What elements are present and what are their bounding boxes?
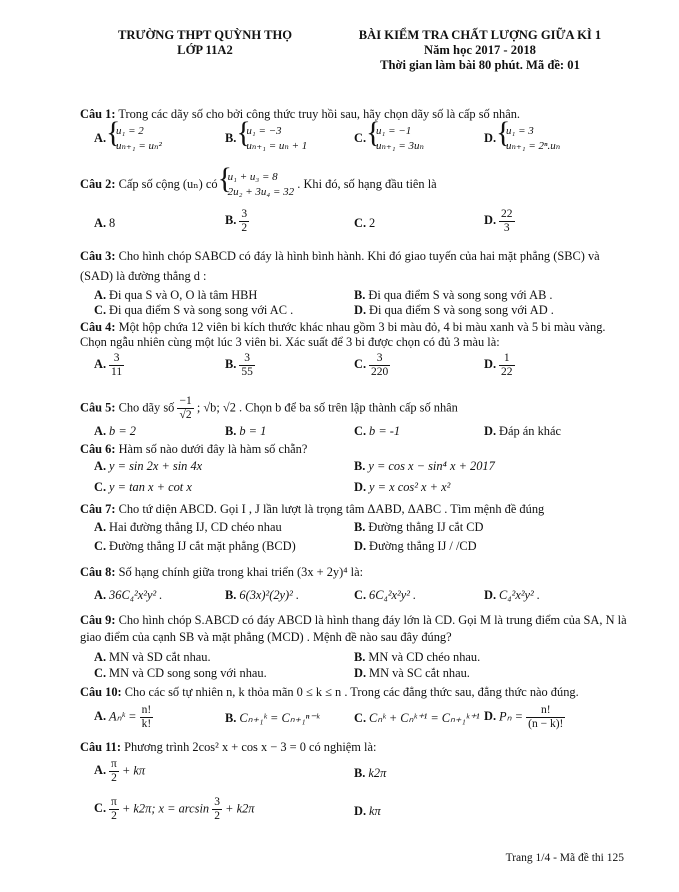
option-b[interactable]: B. Đường thẳng IJ cắt CD xyxy=(354,520,484,534)
option-c[interactable]: C. { u₁ = −1 uₙ₊₁ = 3uₙ xyxy=(354,124,424,154)
option-c[interactable]: C. Đi qua điểm S và song song với AC . xyxy=(94,303,294,317)
option-c[interactable]: C. 6C₄²x²y² . xyxy=(354,588,417,602)
question-4-options xyxy=(80,352,628,382)
option-b[interactable]: B. b = 1 xyxy=(225,424,267,438)
question-1: Câu 1: Trong các dãy số cho bởi công thức truy hồi sau, hãy chọn dãy số là cấp số nhân. xyxy=(80,107,520,121)
option-a[interactable]: A. b = 2 xyxy=(94,424,136,438)
class-name: LỚP 11A2 xyxy=(177,43,233,57)
exam-title: BÀI KIỂM TRA CHẤT LƯỢNG GIỮA KÌ 1 xyxy=(358,28,602,42)
header-left xyxy=(100,28,310,58)
option-b[interactable]: B. MN và CD chéo nhau. xyxy=(354,650,481,664)
option-b[interactable]: B. 6(3x)²(2y)² . xyxy=(225,588,300,602)
option-a[interactable]: A. Aₙᵏ = $\frac{n!}{k!}$ xyxy=(94,704,152,730)
question-2: Câu 2: Cấp số cộng (uₙ) có { u₁ + u₃ = 8 2u₂ + 3u₄ = 32 . Khi đó, số hạng đầu tiên là xyxy=(80,170,628,200)
question-7-options xyxy=(80,520,628,553)
option-b[interactable]: B. y = cos x − sin⁴ x + 2017 xyxy=(354,459,495,473)
question-7: Câu 7: Cho tứ diện ABCD. Gọi I , J lần lượt là trọng tâm ΔABD, ΔABC . Tìm mệnh đề đúng xyxy=(80,502,545,516)
option-d[interactable]: D. y = x cos² x + x² xyxy=(354,480,451,494)
option-b[interactable]: B. Cₙ₊₁ᵏ = Cₙ₊₁ⁿ⁻ᵏ xyxy=(225,711,320,725)
option-c[interactable]: C. $\frac{3}{220}$ xyxy=(354,352,389,378)
question-2-options xyxy=(80,208,628,238)
option-a[interactable]: A. $\frac{3}{11}$ xyxy=(94,352,123,378)
option-a[interactable]: A. 36C₄²x²y² . xyxy=(94,588,163,602)
page-footer: Trang 1/4 - Mã đề thi 125 xyxy=(505,852,624,864)
question-10: Câu 10: Cho các số tự nhiên n, k thỏa mãn 0 ≤ k ≤ n . Trong các đẳng thức sau, đẳng thức nào đúng. xyxy=(80,685,579,699)
option-d[interactable]: D. kπ xyxy=(354,804,381,818)
option-c[interactable]: C. b = -1 xyxy=(354,424,401,438)
option-a[interactable]: A. Hai đường thẳng IJ, CD chéo nhau xyxy=(94,520,282,534)
option-d[interactable]: D. Pₙ = $\frac{n!}{(n - k)!}$ xyxy=(484,704,564,730)
question-9: Câu 9: Cho hình chóp S.ABCD có đáy ABCD là hình thang đáy lớn là CD. Gọi M là trung điểm của SA, N là giao điểm của cạnh SB và mặt phẳng (MCD) . Mệnh đề nào sau đây đúng? xyxy=(80,613,627,644)
option-d[interactable]: D. { u₁ = 3 uₙ₊₁ = 2ⁿ.uₙ xyxy=(484,124,560,154)
option-a[interactable]: A. 8 xyxy=(94,216,116,230)
option-c[interactable]: C. y = tan x + cot x xyxy=(94,480,192,494)
option-d[interactable]: D. MN và SC cắt nhau. xyxy=(354,666,470,680)
question-4: Câu 4: Một hộp chứa 12 viên bi kích thước khác nhau gồm 3 bi màu đỏ, 4 bi màu xanh và 5 bi màu vàng. Chọn ngẫu nhiên cùng một lúc 3 viên bi. Xác suất để 3 bi được chọn có đủ 3 màu là: xyxy=(80,320,606,349)
time-and-code: Thời gian làm bài 80 phút. Mã đề: 01 xyxy=(380,58,580,72)
option-a[interactable]: A. { u₁ = 2 uₙ₊₁ = uₙ² xyxy=(94,124,162,154)
option-d[interactable]: D. Đi qua điểm S và song song với AD . xyxy=(354,303,554,317)
school-name: TRƯỜNG THPT QUỲNH THỌ xyxy=(117,28,293,42)
question-1-options xyxy=(80,124,628,154)
option-b[interactable]: B. { u₁ = −3 uₙ₊₁ = uₙ + 1 xyxy=(225,124,307,154)
option-b[interactable]: B. $\frac{3}{2}$ xyxy=(225,208,248,234)
option-c[interactable]: C. 2 xyxy=(354,216,376,230)
option-c[interactable]: C. MN và CD song song với nhau. xyxy=(94,666,267,680)
school-year: Năm học 2017 - 2018 xyxy=(424,43,536,57)
option-b[interactable]: B. k2π xyxy=(354,766,387,780)
option-a[interactable]: A. Đi qua S và O, O là tâm HBH xyxy=(94,288,258,302)
option-c[interactable]: C. $\frac{\pi}{2}$ + k2π; x = arcsin $\frac{3}{2}$ + k2π xyxy=(94,796,255,822)
question-9-options xyxy=(80,650,628,680)
question-5: Câu 5: Cho dãy số $\frac{-1}{√2}$ ; √b; √2 . Chọn b để ba số trên lập thành cấp số nhân xyxy=(80,395,458,421)
option-b[interactable]: B. Đi qua điểm S và song song với AB . xyxy=(354,288,553,302)
option-a[interactable]: A. y = sin 2x + sin 4x xyxy=(94,459,203,473)
option-d[interactable]: D. C₄²x²y² . xyxy=(484,588,540,602)
option-b[interactable]: B. $\frac{3}{55}$ xyxy=(225,352,253,378)
option-c[interactable]: C. Đường thẳng IJ cắt mặt phẳng (BCD) xyxy=(94,539,296,553)
option-d[interactable]: D. Đường thẳng IJ / /CD xyxy=(354,539,477,553)
question-10-options xyxy=(80,704,628,734)
question-11: Câu 11: Phương trình 2cos² x + cos x − 3 = 0 có nghiệm là: xyxy=(80,740,377,754)
question-6-options xyxy=(80,459,628,494)
option-a[interactable]: A. MN và SD cắt nhau. xyxy=(94,650,211,664)
question-11-options xyxy=(80,758,628,838)
question-text: Trong các dãy số cho bởi công thức truy hồi sau, hãy chọn dãy số là cấp số nhân. xyxy=(118,107,520,121)
option-a[interactable]: A. $\frac{\pi}{2}$ + kπ xyxy=(94,758,146,784)
question-6: Câu 6: Hàm số nào dưới đây là hàm số chẵn? xyxy=(80,442,308,456)
question-8: Câu 8: Số hạng chính giữa trong khai triển (3x + 2y)⁴ là: xyxy=(80,565,364,579)
option-d[interactable]: D. $\frac{22}{3}$ xyxy=(484,208,513,234)
option-d[interactable]: D. $\frac{1}{22}$ xyxy=(484,352,513,378)
option-c[interactable]: C. Cₙᵏ + Cₙᵏ⁺¹ = Cₙ₊₁ᵏ⁺¹ xyxy=(354,711,480,725)
question-3: Câu 3: Cho hình chóp SABCD có đáy là hình bình hành. Khi đó giao tuyến của hai mặt phẳng (SBC) và (SAD) là đường thẳng d : xyxy=(80,249,600,283)
option-d[interactable]: D. Đáp án khác xyxy=(484,424,561,438)
header-right xyxy=(330,28,630,73)
question-3-options xyxy=(80,288,628,318)
